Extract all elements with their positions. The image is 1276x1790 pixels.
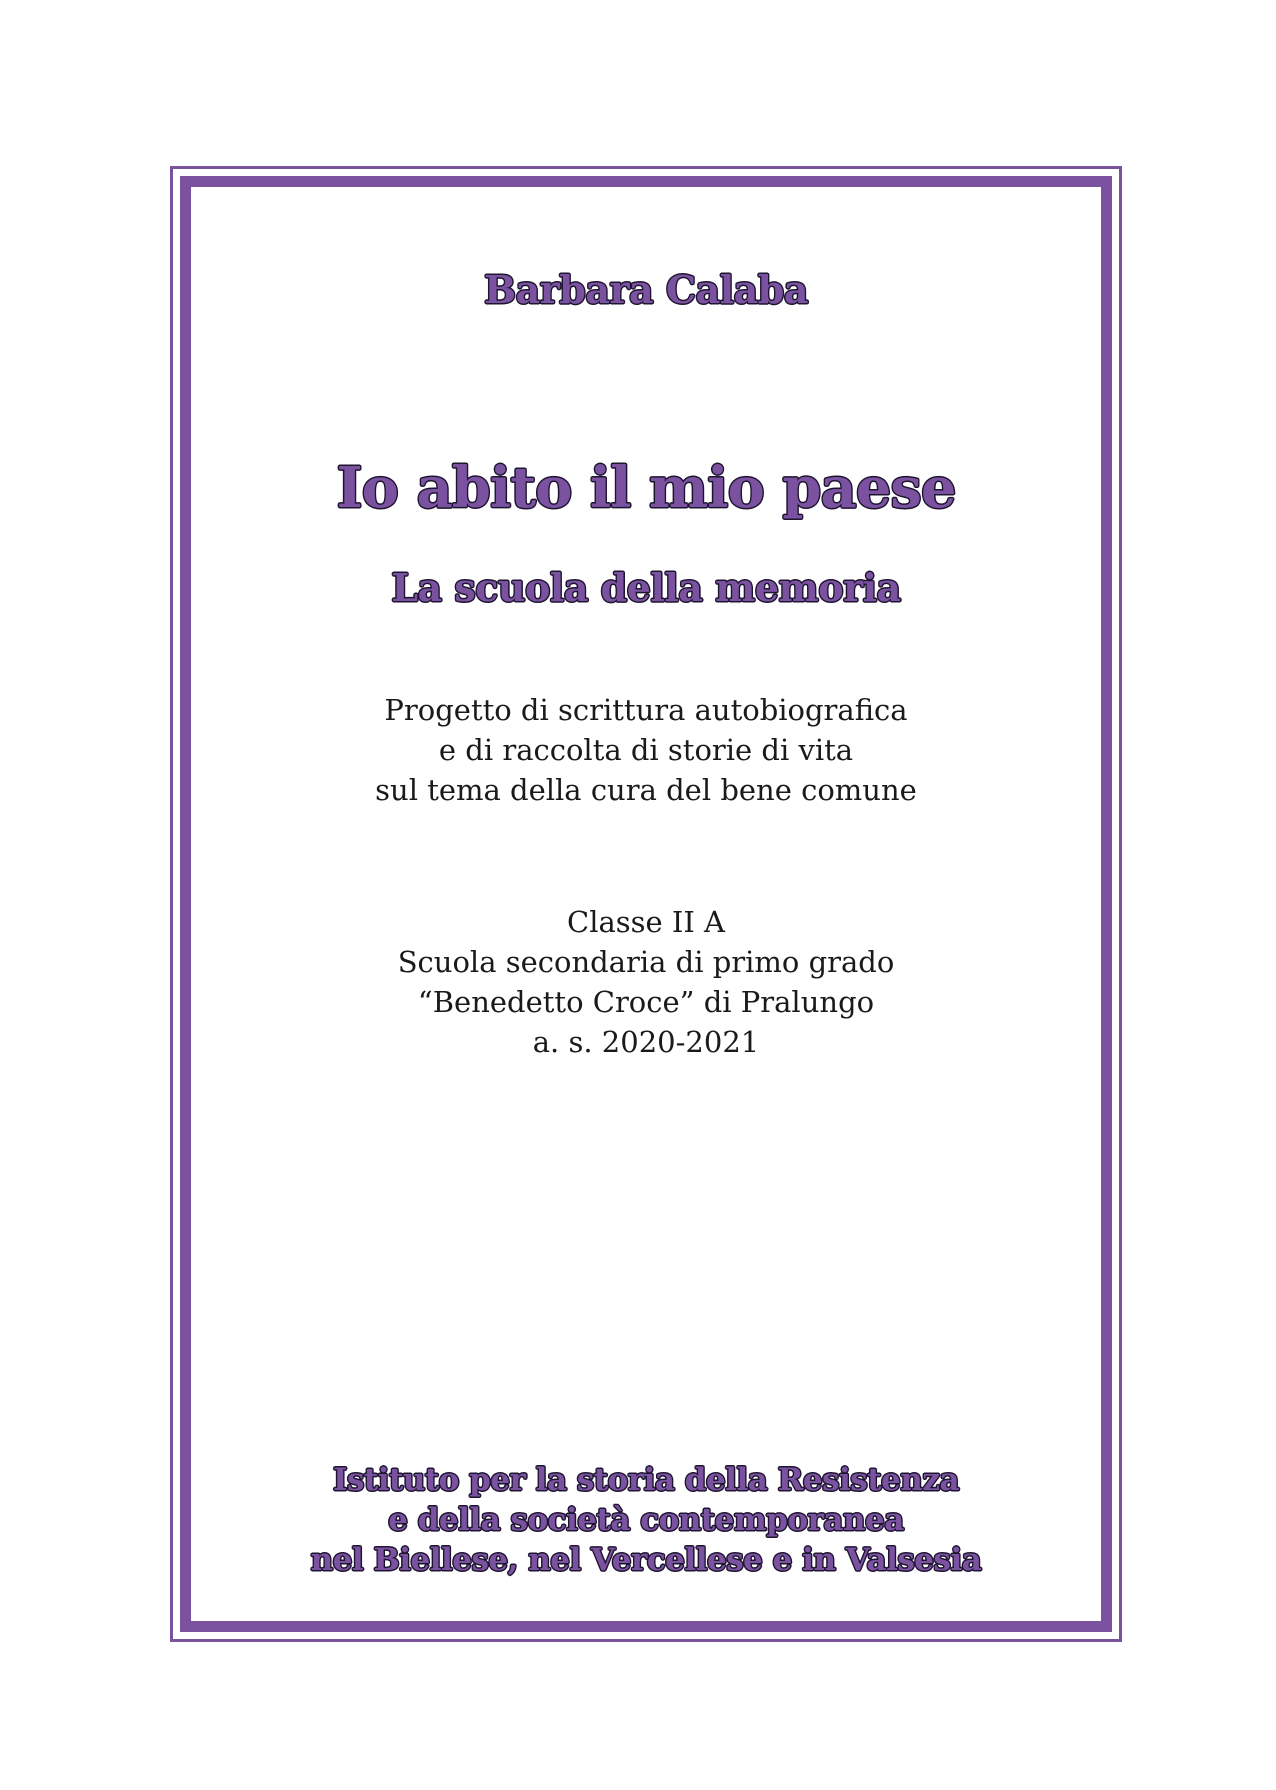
class-info-line: “Benedetto Croce” di Pralungo: [417, 985, 875, 1019]
class-info-line: Classe II A: [567, 905, 725, 939]
publisher-line: e della società contemporanea: [388, 1502, 904, 1538]
class-info-line: a. s. 2020-2021: [532, 1025, 760, 1059]
description-line: e di raccolta di storie di vita: [438, 733, 854, 767]
project-description: [180, 690, 1112, 810]
description-line: Progetto di scrittura autobiografica: [384, 693, 908, 727]
description-line: sul tema della cura del bene comune: [375, 773, 917, 807]
class-info-line: Scuola secondaria di primo grado: [397, 945, 895, 979]
publisher: [180, 1460, 1112, 1580]
book-title: Io abito il mio paese: [336, 455, 956, 521]
author-name: Barbara Calaba: [484, 267, 808, 312]
publisher-line: nel Biellese, nel Vercellese e in Valsesia: [310, 1542, 982, 1578]
class-info: [180, 902, 1112, 1062]
book-subtitle: La scuola della memoria: [391, 565, 901, 610]
publisher-line: Istituto per la storia della Resistenza: [332, 1462, 960, 1498]
